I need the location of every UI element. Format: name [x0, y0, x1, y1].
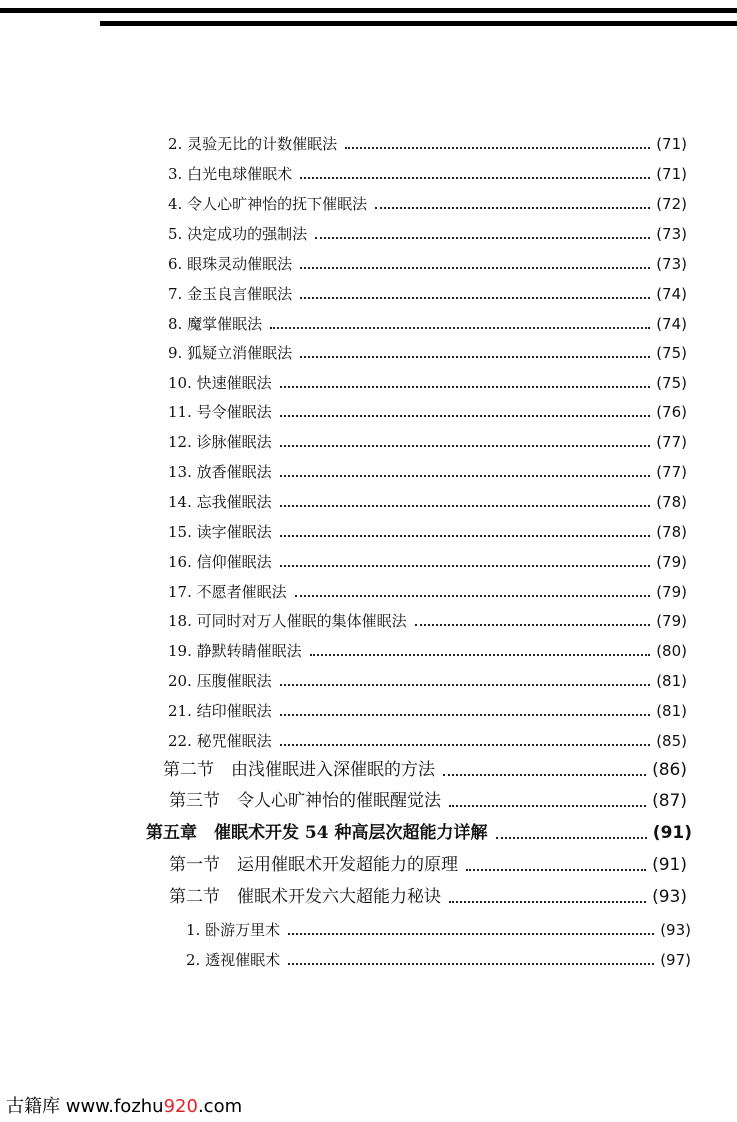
- dot-leader: [280, 564, 651, 567]
- dot-leader: [310, 653, 651, 656]
- toc-entry-title: 17. 不愿者催眠法: [168, 583, 287, 601]
- toc-entry-title: 18. 可同时对万人催眠的集体催眠法: [168, 612, 407, 630]
- toc-entry-page: (93): [660, 921, 691, 939]
- toc-entry-page: (81): [656, 672, 687, 690]
- toc-entry-title: 19. 静默转睛催眠法: [168, 642, 302, 660]
- dot-leader: [449, 804, 646, 807]
- toc-entry: [168, 405, 687, 420]
- dot-leader: [496, 836, 647, 839]
- toc-entry-page: (79): [656, 583, 687, 601]
- footer-site-name: 古籍库: [6, 1096, 60, 1117]
- toc-entry-title: 20. 压腹催眠法: [168, 672, 272, 690]
- toc-entry-page: (79): [656, 553, 687, 571]
- toc-entry-page: (79): [656, 612, 687, 630]
- toc-entry: [168, 346, 687, 361]
- toc-entry-title: 5. 决定成功的强制法: [168, 225, 308, 243]
- toc-entry: [168, 167, 687, 182]
- toc-entry: [168, 495, 687, 510]
- toc-entry-title: 3. 白光电球催眠术: [168, 165, 293, 183]
- toc-entry-page: (91): [652, 823, 692, 843]
- footer-domain-suffix: .com: [197, 1096, 243, 1117]
- toc-entry: [168, 674, 687, 689]
- dot-leader: [270, 326, 650, 329]
- toc-section-entry: [163, 762, 687, 779]
- toc-entry-title: 14. 忘我催眠法: [168, 493, 272, 511]
- dot-leader: [280, 743, 651, 746]
- dot-leader: [280, 444, 651, 447]
- toc-entry-title: 13. 放香催眠法: [168, 463, 272, 481]
- dot-leader: [280, 504, 651, 507]
- toc-entry-title: 2. 透视催眠术: [186, 951, 281, 969]
- toc-entry: [186, 953, 691, 968]
- toc-entry: [168, 465, 687, 480]
- toc-entry-page: (71): [656, 165, 687, 183]
- toc-section-entry: [169, 889, 687, 906]
- toc-entry: [168, 435, 687, 450]
- toc-entry-page: (77): [656, 463, 687, 481]
- toc-entry-page: (71): [656, 135, 687, 153]
- toc-chapter-entry: [146, 825, 692, 842]
- dot-leader: [280, 713, 651, 716]
- toc-entry-page: (78): [656, 523, 687, 541]
- toc-entry-page: (73): [656, 255, 687, 273]
- toc-entry-title: 第二节 由浅催眠进入深催眠的方法: [163, 760, 435, 780]
- toc-entry: [168, 317, 687, 332]
- toc-entry-page: (86): [652, 760, 687, 780]
- toc-entry: [168, 287, 687, 302]
- toc-entry-title: 15. 读字催眠法: [168, 523, 272, 541]
- toc-entry-title: 1. 卧游万里术: [186, 921, 281, 939]
- header-rule-second: [100, 21, 737, 26]
- footer-watermark: [6, 1092, 242, 1118]
- dot-leader: [280, 534, 651, 537]
- toc-entry-title: 4. 令人心旷神怡的抚下催眠法: [168, 195, 368, 213]
- dot-leader: [288, 962, 654, 965]
- dot-leader: [449, 900, 646, 903]
- toc-entry: [168, 555, 687, 570]
- toc-entry-page: (75): [656, 374, 687, 392]
- dot-leader: [415, 623, 651, 626]
- toc-entry-page: (81): [656, 702, 687, 720]
- footer-domain-part: www.fozhu: [65, 1096, 164, 1117]
- toc-entry: [168, 525, 687, 540]
- toc-entry-title: 第三节 令人心旷神怡的催眠醒觉法: [169, 791, 441, 811]
- dot-leader: [345, 146, 650, 149]
- toc-entry-page: (72): [656, 195, 687, 213]
- toc-section-entry: [169, 793, 687, 810]
- toc-entry: [168, 614, 687, 629]
- dot-leader: [280, 474, 651, 477]
- toc-entry-title: 11. 号令催眠法: [168, 403, 272, 421]
- toc-entry: [168, 585, 687, 600]
- toc-entry-page: (85): [656, 732, 687, 750]
- toc-entry-title: 9. 狐疑立消催眠法: [168, 344, 293, 362]
- toc-entry-title: 第五章 催眠术开发 54 种高层次超能力详解: [146, 823, 488, 843]
- toc-entry: [168, 257, 687, 272]
- toc-entry-page: (87): [652, 791, 687, 811]
- toc-entry-title: 2. 灵验无比的计数催眠法: [168, 135, 338, 153]
- toc-entry-title: 16. 信仰催眠法: [168, 553, 272, 571]
- toc-entry-page: (77): [656, 433, 687, 451]
- toc-entry-page: (74): [656, 315, 687, 333]
- toc-entry-page: (73): [656, 225, 687, 243]
- dot-leader: [280, 414, 651, 417]
- toc-entry: [186, 923, 691, 938]
- dot-leader: [295, 594, 651, 597]
- toc-entry-title: 21. 结印催眠法: [168, 702, 272, 720]
- toc-entry-page: (93): [652, 887, 687, 907]
- toc-entry-title: 6. 眼珠灵动催眠法: [168, 255, 293, 273]
- toc-entry-title: 8. 魔掌催眠法: [168, 315, 263, 333]
- toc-entry: [168, 137, 687, 152]
- toc-entry-page: (80): [656, 642, 687, 660]
- header-rule-top: [0, 8, 737, 13]
- dot-leader: [375, 206, 650, 209]
- toc-entry-page: (97): [660, 951, 691, 969]
- dot-leader: [315, 236, 650, 239]
- toc-entry-title: 7. 金玉良言催眠法: [168, 285, 293, 303]
- dot-leader: [466, 868, 646, 871]
- toc-entry-page: (76): [656, 403, 687, 421]
- dot-leader: [280, 385, 651, 388]
- toc-section-entry: [169, 857, 687, 874]
- toc-entry-page: (74): [656, 285, 687, 303]
- toc-entry: [168, 376, 687, 391]
- dot-leader: [288, 932, 654, 935]
- toc-entry-title: 22. 秘咒催眠法: [168, 732, 272, 750]
- toc-entry-page: (75): [656, 344, 687, 362]
- dot-leader: [300, 176, 650, 179]
- toc-entry-title: 第一节 运用催眠术开发超能力的原理: [169, 855, 458, 875]
- dot-leader: [443, 773, 646, 776]
- dot-leader: [300, 355, 650, 358]
- toc-entry: [168, 704, 687, 719]
- toc-entry-page: (91): [652, 855, 687, 875]
- toc-entry-title: 12. 诊脉催眠法: [168, 433, 272, 451]
- toc-entry-page: (78): [656, 493, 687, 511]
- toc-entry: [168, 734, 687, 749]
- footer-domain-number: 920: [163, 1096, 198, 1117]
- dot-leader: [300, 266, 650, 269]
- toc-entry: [168, 197, 687, 212]
- dot-leader: [300, 296, 650, 299]
- toc-entry: [168, 644, 687, 659]
- dot-leader: [280, 683, 651, 686]
- toc-entry-title: 10. 快速催眠法: [168, 374, 272, 392]
- toc-entry: [168, 227, 687, 242]
- toc-entry-title: 第二节 催眠术开发六大超能力秘诀: [169, 887, 441, 907]
